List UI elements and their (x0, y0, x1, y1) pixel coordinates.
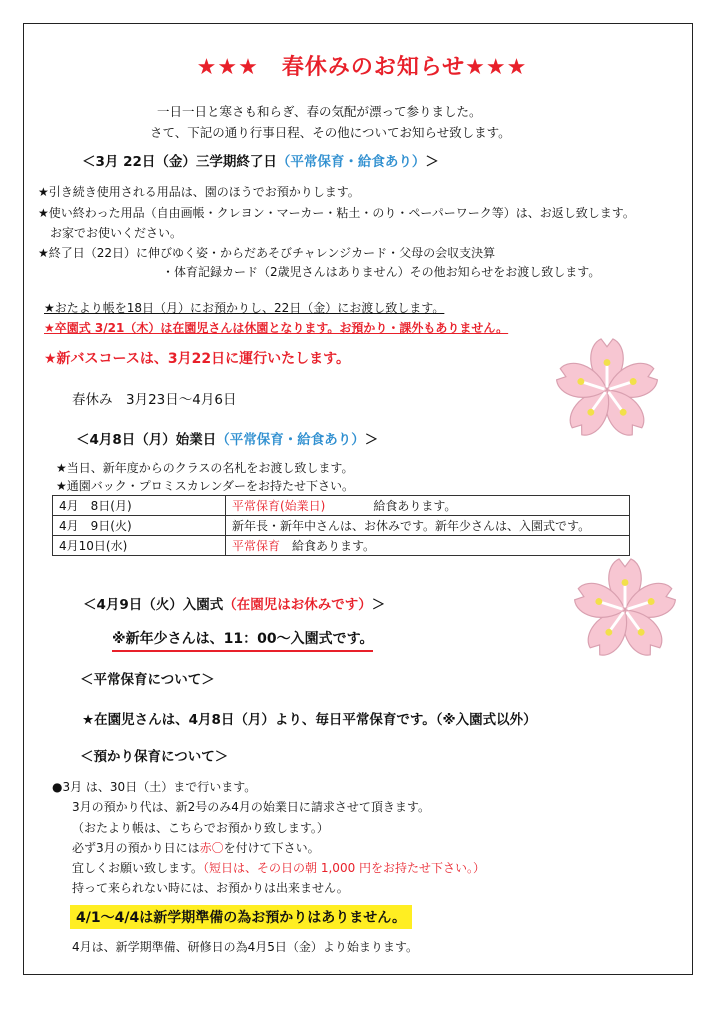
info-red: 平常保育 (232, 539, 281, 553)
care-line: 持って来られない時には、お預かりは出来ません。 (72, 881, 349, 895)
notice-line: ★通園バック・プロミスカレンダーをお持たせ下さい。 (56, 479, 354, 493)
notice-line: ★終了日（22日）に伸びゆく姿・からだあそびチャレンジカード・父母の会収支決算 (38, 246, 496, 260)
notice-line: ★使い終わった用品（自由画帳・クレヨン・マーカー・粘土・のり・ペーパーワーク等）は、お返し致します。 (38, 206, 635, 220)
page-title: ★★★ 春休みのお知らせ★★★ (196, 55, 528, 80)
final-notice: 4月は、新学期準備、研修日の為4月5日（金）より始まります。 (72, 940, 418, 954)
info-text: 給食あります。 (280, 539, 376, 553)
notice-line: ★当日、新年度からのクラスの名札をお渡し致します。 (56, 461, 354, 475)
table-cell-date: 4月 9日(火) (53, 516, 226, 536)
notice-line: ・体育記録カード（2歳児さんはありません）その他お知らせをお渡し致します。 (162, 265, 601, 279)
section-header-term-end (82, 150, 439, 170)
sakura-flower-icon (548, 335, 666, 445)
header-note: （平常保育・給食あり） (276, 154, 426, 170)
table-cell-info (226, 496, 630, 516)
section-header-start-day (76, 428, 378, 448)
table-cell-date: 4月 8日(月) (53, 496, 226, 516)
table-cell-info (226, 536, 630, 556)
info-text: 給食あります。 (325, 499, 457, 513)
notice-line: お家でお使いください。 (38, 226, 183, 240)
section-header-regular-care: ＜平常保育について＞ (80, 672, 215, 688)
header-close: ＞ (364, 432, 379, 448)
otayori-notice: ★おたより帳を18日（月）にお預かりし、22日（金）にお渡し致します。 (44, 301, 445, 315)
table-cell-info (226, 516, 630, 536)
header-note: （在園児はお休みです） (223, 597, 372, 613)
entrance-time-notice: ※新年少さんは、11：00～入園式です。 (112, 628, 373, 652)
graduation-notice: ★卒園式 3/21（木）は在園児さんは休園となります。お預かり・課外もありません。 (44, 321, 509, 335)
info-text: 新年長・新年中さんは、お休みです。新年少さんは、入園式です。 (232, 519, 591, 533)
short-day-note: （短日は、その日の朝 1,000 円をお持たせ下さい。） (203, 861, 486, 875)
intro-line-2: さて、下記の通り行事日程、その他についてお知らせ致します。 (150, 125, 511, 140)
section-header-entrance (83, 593, 385, 613)
notice-line: ★引き続き使用される用品は、園のほうでお預かりします。 (38, 185, 360, 199)
table-cell-date: 4月10日(水) (53, 536, 226, 556)
care-text: を付けて下さい。 (223, 841, 320, 855)
care-line (72, 839, 320, 856)
schedule-table (52, 495, 630, 556)
care-line: （おたより帳は、こちらでお預かり致します。） (72, 821, 329, 835)
care-text: 宜しくお願い致します。 (72, 861, 204, 875)
bus-notice: ★新バスコースは、3月22日に運行いたします。 (44, 351, 350, 367)
highlight-notice: 4/1～4/4は新学期準備の為お預かりはありません。 (70, 905, 412, 929)
header-text: ＜3月 22日（金）三学期終了日 (82, 154, 277, 170)
header-note: （平常保育・給食あり） (216, 432, 365, 448)
care-line: ●3月 は、30日（土）まで行います。 (52, 780, 257, 794)
intro-line-1: 一日一日と寒さも和らぎ、春の気配が漂って参りました。 (157, 104, 482, 119)
header-text: ＜4月8日（月）始業日 (76, 432, 217, 448)
table-row (53, 536, 630, 556)
header-text: ＜4月9日（火）入園式 (83, 597, 224, 613)
header-close: ＞ (371, 597, 386, 613)
table-row (53, 496, 630, 516)
sakura-flower-icon (566, 555, 684, 665)
care-text: 必ず3月の預かり日には (72, 841, 200, 855)
care-line (72, 859, 485, 876)
red-circle-text: 赤〇 (199, 841, 224, 855)
info-red: 平常保育(始業日) (232, 499, 326, 513)
regular-care-notice: ★在園児さんは、4月8日（月）より、毎日平常保育です。（※入園式以外） (82, 712, 537, 728)
spring-break-dates: 春休み 3月23日～4月6日 (72, 392, 237, 408)
care-line: 3月の預かり代は、新2号のみ4月の始業日に請求させて頂きます。 (72, 800, 430, 814)
table-row (53, 516, 630, 536)
section-header-extended-care: ＜預かり保育について＞ (80, 749, 229, 765)
header-close: ＞ (425, 154, 439, 170)
